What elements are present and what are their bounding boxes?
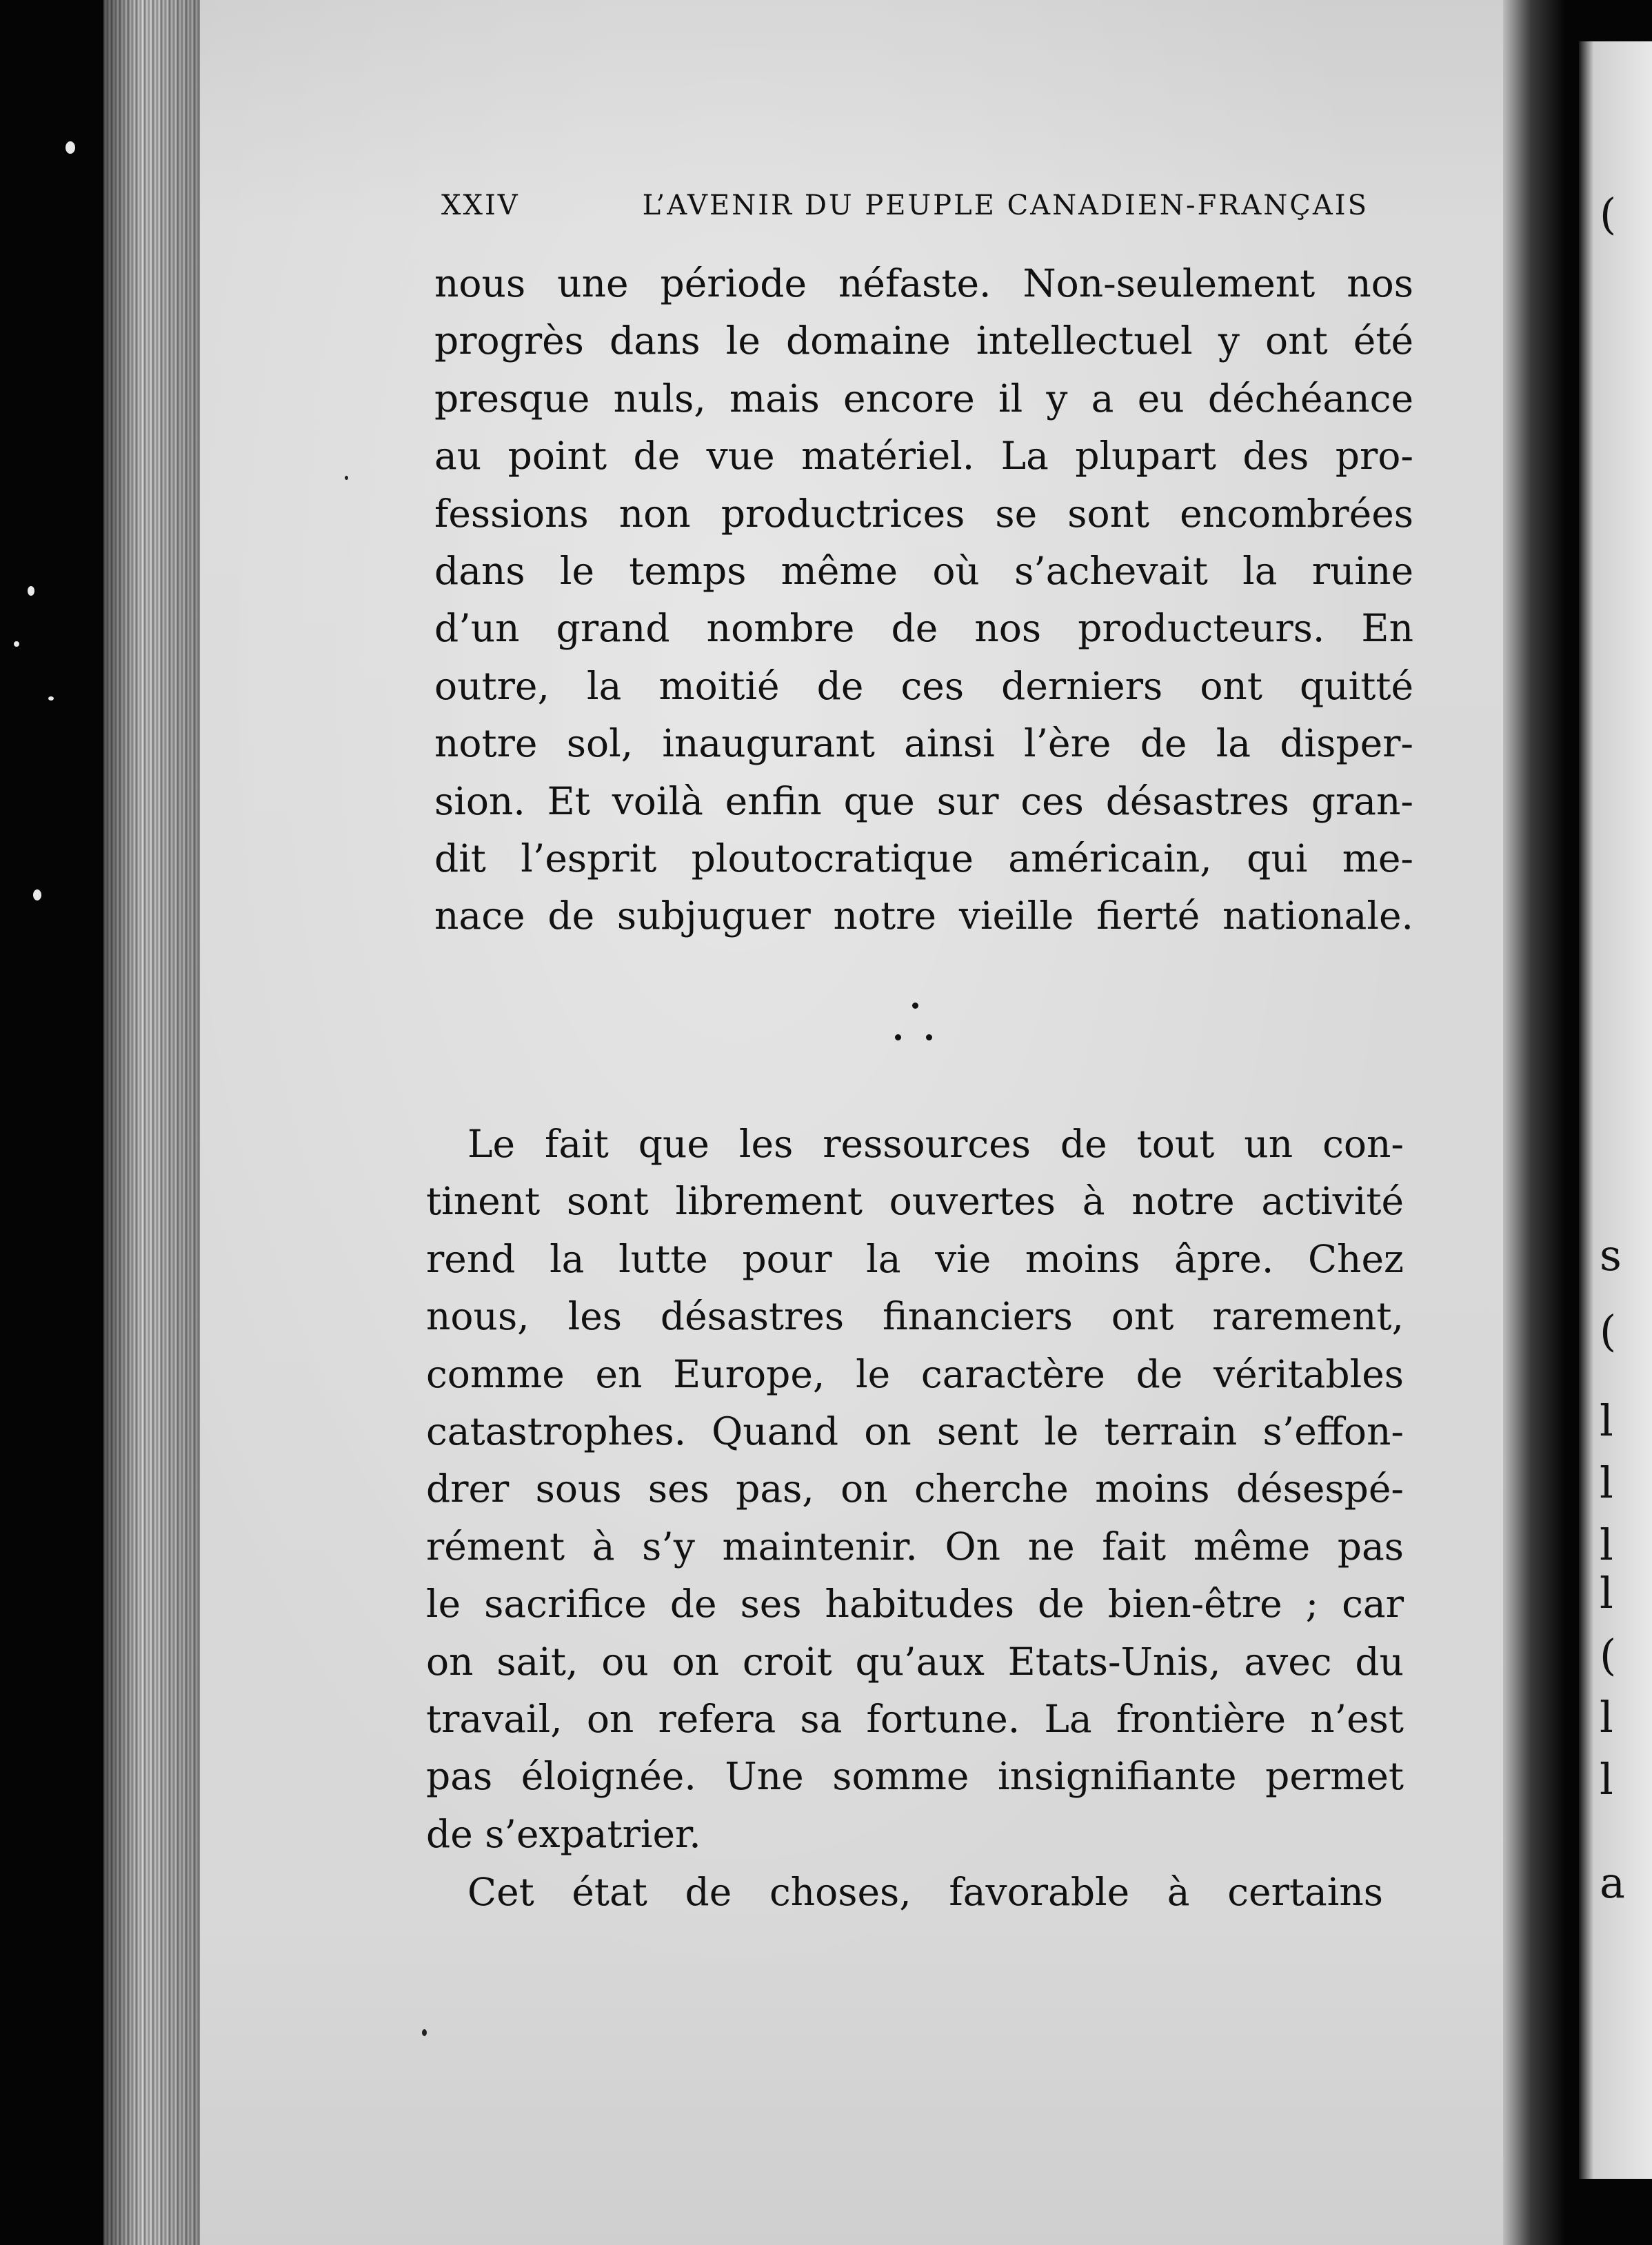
text-line: dit l’esprit ploutocratique américain, qui me- bbox=[434, 836, 1413, 880]
text-line: pas éloignée. Une somme insignifiante permet bbox=[426, 1754, 1404, 1799]
paragraph bbox=[434, 255, 1413, 945]
scan-speck bbox=[66, 141, 75, 154]
asterism-dot bbox=[895, 1034, 901, 1040]
text-line: nous une période néfaste. Non-seulement nos bbox=[434, 261, 1413, 305]
text-line: presque nuls, mais encore il y a eu déchéance bbox=[434, 376, 1413, 421]
text-line: Le fait que les ressources de tout un con- bbox=[467, 1122, 1404, 1166]
text-line: travail, on refera sa fortune. La frontière n’est bbox=[426, 1696, 1404, 1741]
text-line: rément à s’y maintenir. On ne fait même pas bbox=[426, 1524, 1404, 1569]
text-line: notre sol, inaugurant ainsi l’ère de la disper- bbox=[434, 721, 1413, 766]
facing-page-fragment: l bbox=[1600, 1520, 1613, 1570]
text-line: le sacrifice de ses habitudes de bien-être ; car bbox=[426, 1582, 1404, 1627]
text-line: catastrophes. Quand on sent le terrain s’effon- bbox=[426, 1409, 1404, 1453]
text-line: drer sous ses pas, on cherche moins désespé- bbox=[426, 1467, 1404, 1511]
scan-speck bbox=[28, 586, 34, 596]
facing-page-fragment: l bbox=[1600, 1458, 1613, 1508]
facing-page-fragment: a bbox=[1600, 1858, 1625, 1908]
section-break-asterism bbox=[885, 993, 947, 1048]
text-line: nace de subjuguer notre vieille fierté nationale. bbox=[434, 894, 1413, 938]
scan-speck bbox=[345, 476, 348, 480]
facing-page-fragment: s bbox=[1600, 1230, 1622, 1280]
text-line: comme en Europe, le caractère de véritables bbox=[426, 1351, 1404, 1396]
text-line: d’un grand nombre de nos producteurs. En bbox=[434, 606, 1413, 651]
scan-speck bbox=[48, 696, 54, 701]
facing-page-fragment: l bbox=[1600, 1568, 1613, 1618]
scan-speck bbox=[422, 2029, 427, 2036]
paragraph bbox=[426, 1864, 1383, 1921]
scan-speck bbox=[14, 641, 19, 647]
text-line: outre, la moitié de ces derniers ont quitté bbox=[434, 663, 1413, 708]
paragraph bbox=[426, 1116, 1404, 1863]
asterism-dot bbox=[912, 1003, 918, 1009]
text-line: progrès dans le domaine intellectuel y ont été bbox=[434, 319, 1413, 363]
page-number: XXIV bbox=[441, 190, 520, 221]
text-line: de s’expatrier. bbox=[426, 1811, 701, 1856]
text-line: Cet état de choses, favorable à certains bbox=[467, 1870, 1383, 1914]
text-line: on sait, ou on croit qu’aux Etats-Unis, avec du bbox=[426, 1639, 1404, 1684]
facing-page-fragment: ( bbox=[1600, 1306, 1617, 1356]
facing-page-fragment: ( bbox=[1600, 1630, 1617, 1680]
text-line: nous, les désastres financiers ont rarement, bbox=[426, 1294, 1404, 1339]
running-header bbox=[441, 190, 1369, 231]
text-line: rend la lutte pour la vie moins âpre. Chez bbox=[426, 1236, 1404, 1281]
facing-page-fragment: l bbox=[1600, 1754, 1613, 1804]
asterism-dot bbox=[926, 1034, 932, 1040]
facing-page-fragment: ( bbox=[1600, 189, 1617, 239]
scan-speck bbox=[33, 889, 41, 900]
text-line: sion. Et voilà enfin que sur ces désastres gran- bbox=[434, 778, 1413, 823]
text-line: dans le temps même où s’achevait la ruine bbox=[434, 548, 1413, 593]
text-line: fessions non productrices se sont encombrées bbox=[434, 491, 1413, 536]
text-line: au point de vue matériel. La plupart des pro- bbox=[434, 434, 1413, 479]
facing-page-fragment: l bbox=[1600, 1692, 1613, 1742]
text-line: tinent sont librement ouvertes à notre activité bbox=[426, 1179, 1404, 1224]
running-title: L’AVENIR DU PEUPLE CANADIEN-FRANÇAIS bbox=[642, 190, 1369, 221]
facing-page-fragment: l bbox=[1600, 1396, 1613, 1446]
